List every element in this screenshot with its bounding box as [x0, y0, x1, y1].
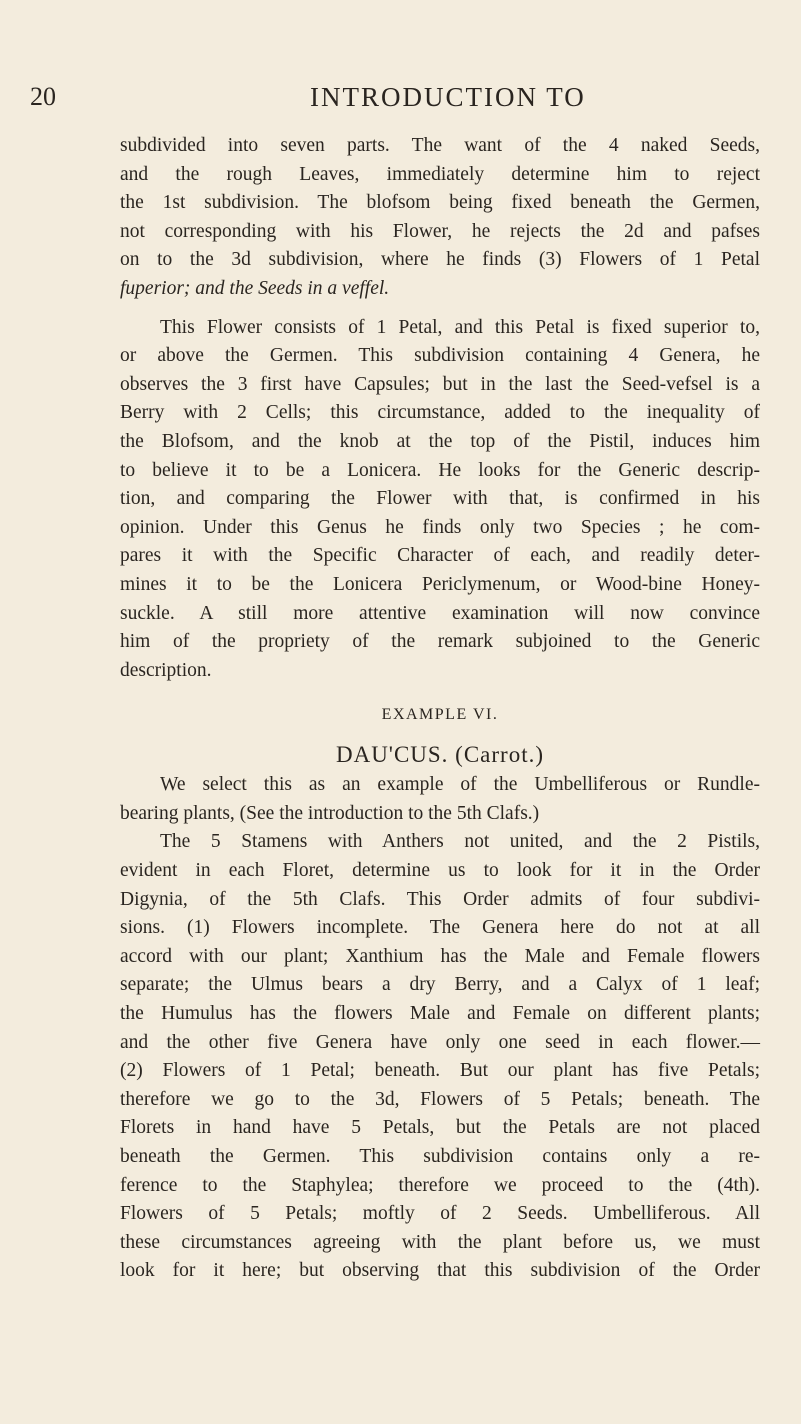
text-line: on to the 3d subdivision, where he finds (3) Flowers of 1 Petal	[120, 249, 760, 271]
paragraph-4	[120, 828, 760, 1286]
text-line: observes the 3 first have Capsules; but in the last the Seed-vefsel is a	[120, 373, 760, 395]
text-line: bearing plants, (See the introduction to the 5th Clafs.)	[120, 802, 540, 824]
text-line: evident in each Floret, determine us to look for it in the Order	[120, 860, 760, 882]
text-line: suckle. A still more attentive examination will now convince	[120, 602, 760, 624]
text-line: description.	[120, 659, 212, 681]
text-line: and the other five Genera have only one seed in each flower.—	[120, 1031, 760, 1053]
page-number: 20	[30, 82, 56, 111]
running-head: INTRODUCTION TO	[310, 82, 586, 112]
page-header	[30, 82, 780, 122]
text-line: therefore we go to the 3d, Flowers of 5 Petals; beneath. The	[120, 1088, 760, 1110]
text-line: opinion. Under this Genus he finds only two Species ; he com-	[120, 516, 760, 538]
text-line: to believe it to be a Lonicera. He looks for the Generic descrip-	[120, 459, 760, 481]
text-line: Flowers of 5 Petals; moftly of 2 Seeds. Umbelliferous. All	[120, 1203, 760, 1225]
text-line: separate; the Ulmus bears a dry Berry, and a Calyx of 1 leaf;	[120, 974, 760, 996]
text-line: fuperior; and the Seeds in a veffel.	[120, 277, 390, 299]
paragraph-3	[120, 771, 760, 828]
text-line: the 1st subdivision. The blofsom being fixed beneath the Germen,	[120, 192, 760, 214]
text-line: and the rough Leaves, immediately determine him to reject	[120, 163, 760, 185]
example-heading: EXAMPLE VI.	[381, 706, 499, 724]
text-line: the Humulus has the flowers Male and Female on different plants;	[120, 1003, 760, 1025]
text-line: beneath the Germen. This subdivision contains only a re-	[120, 1146, 760, 1167]
text-line: or above the Germen. This subdivision containing 4 Genera, he	[120, 345, 760, 367]
text-line: (2) Flowers of 1 Petal; beneath. But our plant has five Petals;	[120, 1060, 760, 1082]
body-text	[120, 132, 760, 1286]
text-line: mines it to be the Lonicera Periclymenum, or Wood-bine Honey-	[120, 573, 760, 595]
text-line: ference to the Staphylea; therefore we proceed to the (4th).	[120, 1174, 760, 1196]
text-line: these circumstances agreeing with the plant before us, we must	[120, 1231, 760, 1253]
paragraph-2	[120, 314, 760, 686]
text-line: We select this as an example of the Umbelliferous or Rundle-	[160, 774, 760, 796]
text-line: pares it with the Specific Character of each, and readily deter-	[120, 545, 760, 567]
paragraph-1	[120, 132, 760, 304]
text-line: tion, and comparing the Flower with that, is confirmed in his	[120, 488, 760, 510]
text-line: This Flower consists of 1 Petal, and this Petal is fixed superior to,	[160, 316, 760, 338]
text-line: subdivided into seven parts. The want of the 4 naked Seeds,	[120, 135, 760, 156]
text-line: him of the propriety of the remark subjoined to the Generic	[120, 631, 760, 653]
genus-heading: DAU'CUS. (Carrot.)	[335, 742, 545, 768]
text-line: Digynia, of the 5th Clafs. This Order admits of four subdivi-	[120, 888, 760, 910]
text-line: not corresponding with his Flower, he rejects the 2d and pafses	[120, 220, 760, 242]
text-line: The 5 Stamens with Anthers not united, and the 2 Pistils,	[160, 831, 760, 853]
text-line: the Blofsom, and the knob at the top of the Pistil, induces him	[120, 430, 760, 452]
text-line: look for it here; but observing that this subdivision of the Order	[120, 1260, 760, 1282]
text-line: accord with our plant; Xanthium has the Male and Female flowers	[120, 945, 760, 967]
text-line: Florets in hand have 5 Petals, but the Petals are not placed	[120, 1117, 760, 1139]
text-line: Berry with 2 Cells; this circumstance, added to the inequality of	[120, 402, 760, 424]
text-line: sions. (1) Flowers incomplete. The Genera here do not at all	[120, 917, 760, 939]
